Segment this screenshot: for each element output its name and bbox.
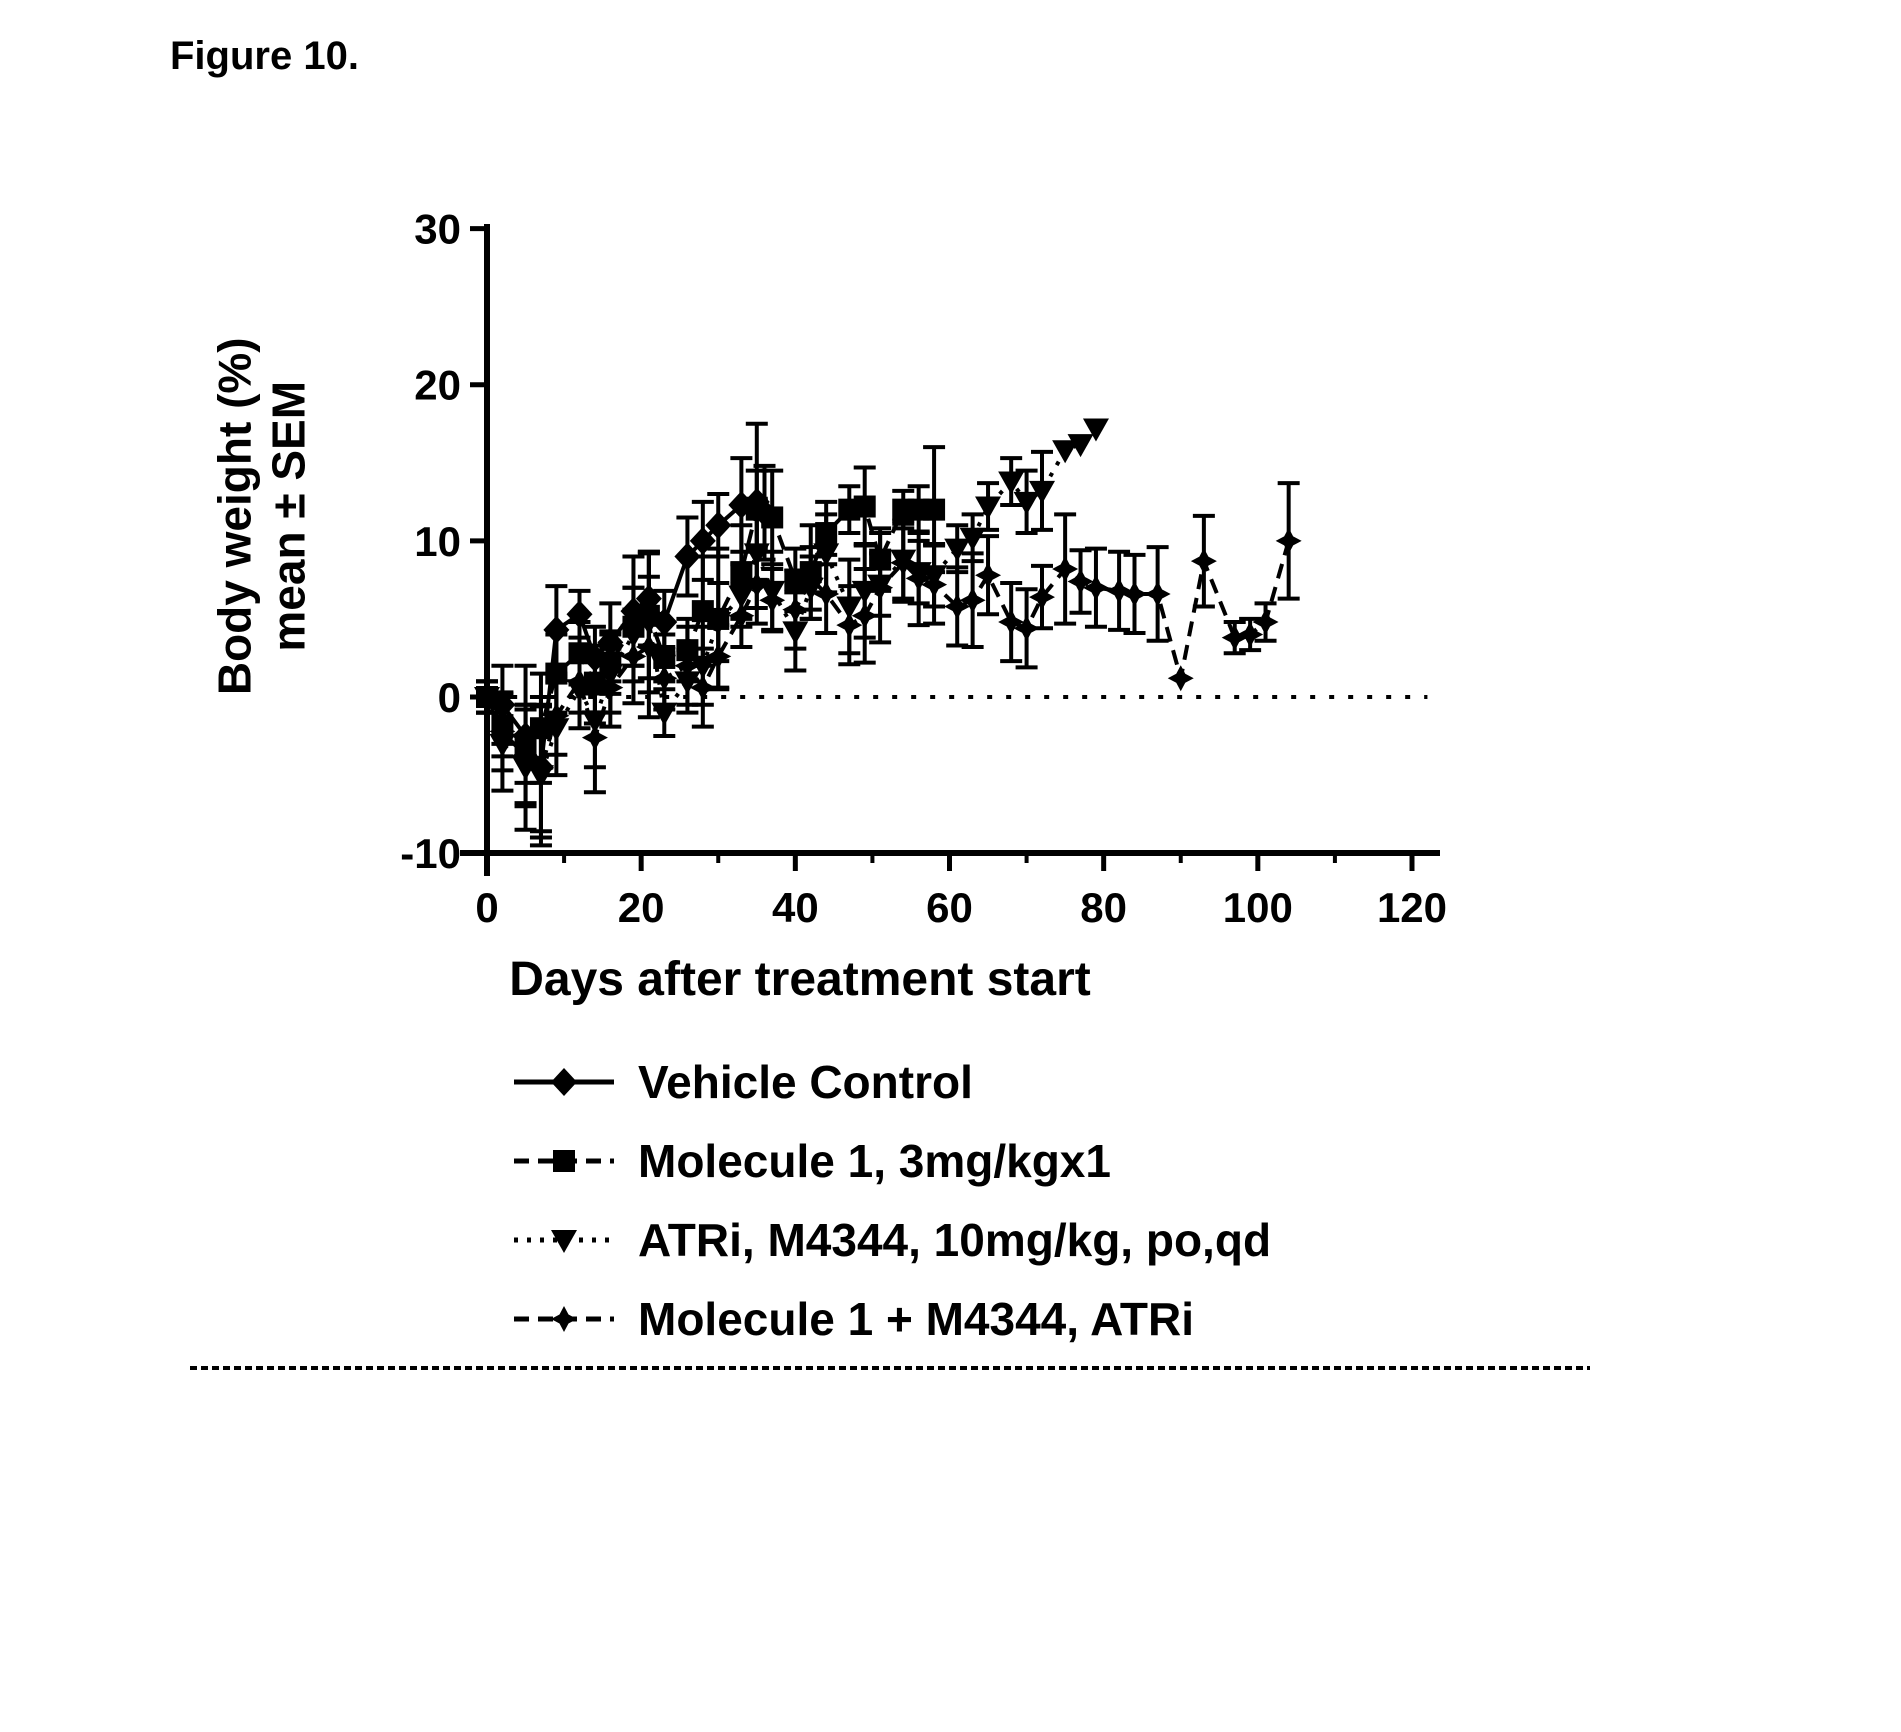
svg-text:120: 120 xyxy=(1376,884,1448,931)
svg-text:0: 0 xyxy=(437,674,461,721)
legend-item-combo xyxy=(508,1279,1271,1358)
legend-label: Molecule 1 + M4344, ATRi xyxy=(638,1292,1195,1345)
svg-text:100: 100 xyxy=(1222,884,1293,931)
legend-label: Molecule 1, 3mg/kgx1 xyxy=(638,1134,1111,1187)
svg-text:-10: -10 xyxy=(400,830,461,878)
y-axis-label-line1: Body weight (%) xyxy=(208,337,261,696)
triangle-down-marker-icon xyxy=(508,1216,620,1264)
legend-item-molecule1 xyxy=(508,1121,1271,1200)
svg-text:0: 0 xyxy=(475,884,499,931)
diamond-marker-icon xyxy=(508,1058,620,1106)
legend-label: ATRi, M4344, 10mg/kg, po,qd xyxy=(638,1213,1272,1266)
svg-text:20: 20 xyxy=(414,361,461,409)
star-marker-icon xyxy=(508,1295,620,1343)
y-axis-label-line2: mean ± SEM xyxy=(263,380,315,652)
chart-legend xyxy=(508,1042,1271,1358)
legend-item-vehicle-control xyxy=(508,1042,1271,1121)
svg-text:10: 10 xyxy=(414,517,461,565)
svg-text:80: 80 xyxy=(1080,884,1128,931)
legend-label: Vehicle Control xyxy=(638,1055,973,1108)
svg-text:20: 20 xyxy=(617,884,665,931)
y-axis-label xyxy=(208,226,317,806)
x-axis-label: Days after treatment start xyxy=(509,953,1091,1006)
figure-title: Figure 10. xyxy=(170,34,359,78)
svg-text:30: 30 xyxy=(414,205,461,253)
legend-item-atri-m4344 xyxy=(508,1200,1271,1279)
svg-text:60: 60 xyxy=(926,884,973,931)
svg-text:40: 40 xyxy=(771,884,819,931)
section-divider-line xyxy=(190,1366,1590,1370)
square-marker-icon xyxy=(508,1137,620,1185)
series-atri-m4344-10mg-kg-po-qd xyxy=(474,418,1109,845)
